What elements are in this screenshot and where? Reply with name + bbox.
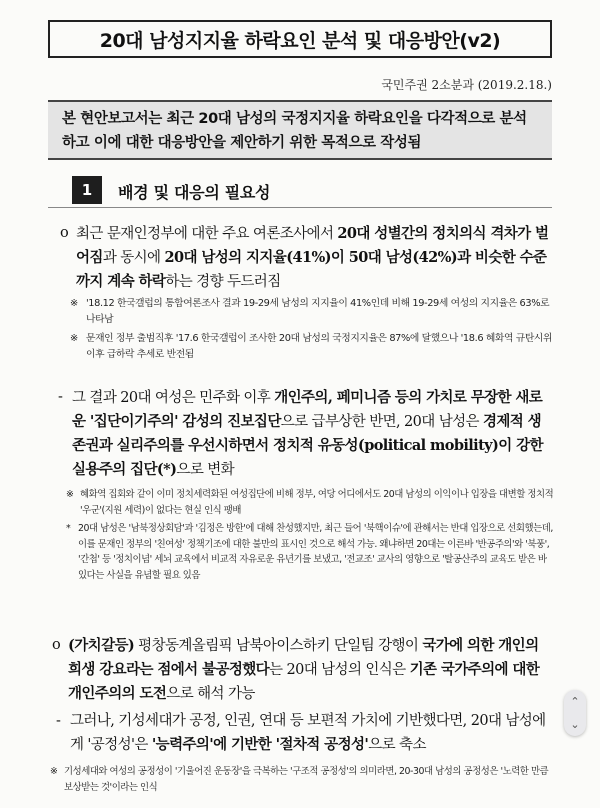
bold-run: 경제적 생존권과 실리주의를 우선시하면서 정치적 유동성(political mobility)이 강한 실용주의 집단(*) [72, 413, 543, 478]
section-title: 배경 및 대응의 필요성 [118, 183, 271, 202]
section-number: 1 [72, 176, 102, 204]
paragraph-4 [56, 710, 554, 757]
note-4-text: 20대 남성은 '남북정상회담'과 '김정은 방한'에 대해 찬성했지만, 최근 들어 '북핵이슈'에 관해서는 반대 입장으로 선회했는데, 이를 문재인 정부의 '친여성' 정책기조에 대한 불만의 표시인 것으로 해석 가능. 왜냐하면 20대는 이른바 '반공주의'와 '북풍', '간첩' 등 '정치이념' 세뇌 교육에서 비교적 자유로운 유년기를 보냈고, '전교조' 교사의 영향으로 '탈공산주의 교육도 받은 바 있다는 사실을 유념할 필요 있음 [78, 523, 553, 581]
text-run: 평창동계올림픽 남북아이스하키 단일팀 강행이 [134, 638, 423, 654]
note-2 [70, 331, 554, 363]
text-run: 으로 변화 [176, 462, 235, 478]
bold-run: '능력주의'에 기반한 '절차적 공정성' [151, 736, 369, 753]
bold-run: 기존 국가주의에 대한 개인주의의 도전 [68, 661, 540, 702]
document-title [48, 20, 552, 58]
dash-marker: - [56, 713, 61, 729]
text-run: 그러나, 기성세대가 공정, 인권, 연대 등 보편적 가치에 기반했다면, 20대 남성에게 '공정성'은 [70, 713, 546, 753]
note-3 [66, 487, 554, 518]
note-1 [70, 296, 554, 328]
paragraph-1 [60, 222, 554, 294]
bold-run: (가치갈등) [68, 637, 135, 654]
bold-run: 국가에 의한 개인의 희생 강요라는 점에서 불공정했다 [68, 637, 539, 678]
note-marker: ※ [70, 298, 78, 309]
paragraph-1-text [76, 222, 554, 294]
note-marker: * [66, 523, 71, 534]
text-run: 으로 축소 [368, 737, 426, 753]
text-run: 으로 급부상한 반면, 20대 남성은 [280, 414, 483, 430]
paragraph-3-text [68, 634, 554, 706]
note-marker: ※ [50, 766, 58, 777]
chevron-down-icon[interactable]: ⌄ [570, 718, 580, 731]
note-2-text: 문재인 정부 출범직후 '17.6 한국갤럽이 조사한 20대 남성의 국정지지율은 87%에 달했으나 '18.6 혜화역 규탄시위 이후 급하락 추세로 반전됨 [86, 333, 553, 360]
text-run: 으로 해석 가능 [166, 686, 255, 702]
bullet-marker: o [60, 225, 69, 241]
paragraph-2-text [72, 386, 554, 482]
note-1-text: '18.12 한국갤럽의 통합여론조사 결과 19-29세 남성의 지지율이 41%인데 비해 19-29세 여성의 지지율은 63%로 나타남 [86, 298, 550, 325]
bold-run: 20대 남성의 지지율(41%)이 50대 남성(42%)과 비슷한 수준까지 계속 하락 [76, 249, 547, 290]
text-run: 최근 문재인정부에 대한 주요 여론조사에서 [76, 226, 338, 242]
document-meta: 국민주권 2소분과 (2019.2.18.) [381, 78, 552, 92]
note-3-text: 혜화역 집회와 같이 이미 정치세력화된 여성집단에 비해 정부, 여당 어디에서도 20대 남성의 이익이나 입장을 대변할 정치적 '우군'(지원 세력)이 없다는 현실 인식 팽배 [80, 489, 554, 516]
note-marker: ※ [70, 333, 78, 344]
bullet-marker: o [52, 637, 61, 653]
bold-run: 20대 성별간의 정치의식 격차가 벌어짐 [76, 225, 549, 266]
paragraph-4-text [70, 710, 554, 757]
note-5-text: 기성세대와 여성의 공정성이 '기울어진 운동장'을 극복하는 '구조적 공정성'의 의미라면, 20-30대 남성의 공정성은 '노력한 만큼 보상받는 것'이라는 인식 [64, 766, 549, 793]
title-text: 20대 남성지지율 하락요인 분석 및 대응방안(v2) [99, 29, 501, 52]
note-marker: ※ [66, 489, 74, 500]
text-run: 하는 경향 두드러짐 [165, 274, 281, 290]
summary-text: 본 현안보고서는 최근 20대 남성의 국정지지율 하락요인을 다각적으로 분석하고 이에 대한 대응방안을 제안하기 위한 목적으로 작성됨 [62, 111, 527, 151]
page-scroll-control[interactable] [564, 690, 586, 736]
note-4 [66, 521, 554, 583]
text-run: 그 결과 20대 여성은 민주화 이후 [72, 390, 275, 406]
dash-marker: - [58, 389, 63, 405]
chevron-up-icon[interactable]: ⌃ [570, 695, 580, 708]
section-header [48, 176, 552, 208]
bold-run: 개인주의, 페미니즘 등의 가치로 무장한 새로운 '집단이기주의' 감성의 진보집단 [72, 389, 543, 430]
summary-box [48, 100, 552, 160]
paragraph-3 [52, 634, 554, 706]
text-run: 는 20대 남성의 인식은 [269, 662, 410, 678]
paragraph-2 [58, 386, 554, 482]
note-5 [50, 764, 554, 795]
text-run: 과 동시에 [102, 250, 165, 266]
